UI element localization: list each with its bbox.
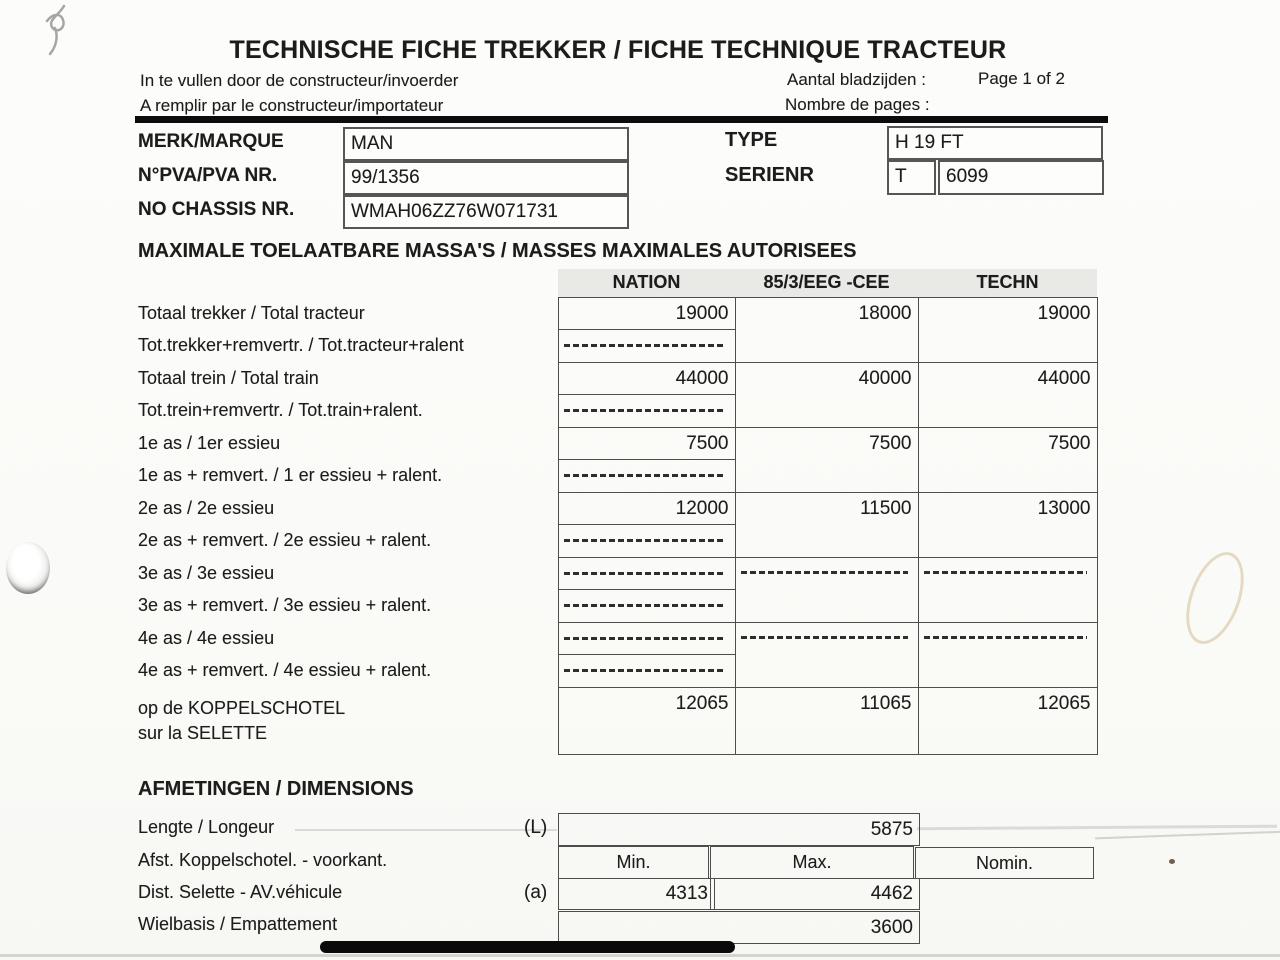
nomin-header-cell: Nomin. (915, 847, 1094, 879)
dashed-placeholder-line (741, 571, 908, 574)
table-row (138, 687, 1097, 754)
mass-cell: 12065 (918, 687, 1097, 754)
pen-mark (18, 0, 98, 64)
row-label: 2e as / 2e essieu (138, 497, 275, 518)
field-value-pva: 99/1356 (343, 161, 629, 195)
column-header-eeg: 85/3/EEG -CEE (735, 269, 918, 297)
field-label-pva: N°PVA/PVA NR. (138, 165, 278, 186)
mass-cell: 12000 (558, 492, 735, 524)
fifth-wheel-label: Afst. Koppelschotel. - voorkant. (138, 850, 388, 870)
min-header-cell: Min. (558, 846, 709, 879)
dashed-placeholder-line (564, 409, 725, 412)
mass-cell (558, 459, 735, 492)
mass-cell: 13000 (918, 492, 1097, 557)
mass-cell (918, 622, 1097, 687)
wheelbase-label: Wielbasis / Empattement (138, 914, 338, 934)
bottom-cutoff-band (0, 954, 1280, 957)
dashed-placeholder-line (564, 344, 725, 347)
mass-cell (558, 622, 735, 654)
mass-cell: 18000 (735, 297, 918, 362)
stain-ring (1175, 544, 1255, 651)
field-label-serienr: SERIENR (725, 164, 814, 186)
distance-label: Dist. Selette - AV.véhicule (138, 882, 343, 902)
row-label: 2e as + remvert. / 2e essieu + ralent. (138, 530, 432, 550)
mass-cell (558, 557, 735, 589)
punch-hole (6, 542, 50, 594)
row-label (138, 687, 558, 754)
mass-cell (558, 329, 735, 362)
field-value-serial-number: 6099 (938, 160, 1104, 195)
table-row (138, 492, 1097, 524)
redaction-bar (320, 941, 735, 953)
subtitle-nl: In te vullen door de constructeur/invoerder (140, 71, 459, 90)
column-header-techn: TECHN (918, 269, 1097, 297)
page-indicator: Page 1 of 2 (978, 69, 1065, 88)
dashed-placeholder-line (924, 571, 1087, 574)
max-header-cell: Max. (710, 846, 914, 879)
subtitle-fr: A remplir par le constructeur/importateur (140, 96, 444, 115)
row-label: Tot.trekker+remvertr. / Tot.tracteur+ralent (138, 335, 464, 355)
dashed-placeholder-line (924, 636, 1087, 639)
distance-max-cell: 4462 (710, 878, 920, 910)
field-label-chassis: NO CHASSIS NR. (138, 199, 295, 220)
dashed-placeholder-line (564, 669, 725, 672)
distance-code: (a) (524, 882, 548, 903)
field-label-merk: MERK/MARQUE (138, 131, 284, 152)
mass-cell (918, 557, 1097, 622)
row-label: Totaal trein / Total train (138, 367, 319, 388)
dashed-placeholder-line (564, 539, 725, 542)
field-value-serial-prefix: T (887, 160, 936, 195)
dashed-placeholder-line (564, 637, 725, 640)
table-row (138, 362, 1097, 394)
mass-cell (735, 622, 918, 687)
mass-cell: 19000 (558, 297, 735, 329)
row-label: 4e as + remvert. / 4e essieu + ralent. (138, 660, 432, 680)
row-label-line1: op de KOPPELSCHOTEL (138, 697, 346, 718)
row-label-line2: sur la SELETTE (138, 722, 268, 743)
field-value-chassis: WMAH06ZZ76W071731 (343, 195, 629, 229)
dashed-placeholder-line (564, 604, 725, 607)
mass-cell (558, 654, 735, 687)
mass-cell: 40000 (735, 362, 918, 427)
field-value-merk: MAN (343, 127, 629, 161)
crease-line (1095, 831, 1280, 840)
mass-cell (558, 589, 735, 622)
mass-cell: 44000 (918, 362, 1097, 427)
length-label: Lengte / Longeur (138, 817, 275, 837)
mass-cell: 44000 (558, 362, 735, 394)
table-row (138, 297, 1097, 329)
length-value-box: 5875 (558, 813, 920, 846)
dimensions-heading: AFMETINGEN / DIMENSIONS (138, 778, 414, 800)
mass-header-spacer (138, 269, 558, 297)
row-label: Totaal trekker / Total tracteur (138, 302, 365, 323)
length-code: (L) (524, 817, 548, 838)
scan-streak-left (295, 829, 557, 831)
row-label: Tot.trein+remvertr. / Tot.train+ralent. (138, 400, 423, 420)
row-label: 3e as + remvert. / 3e essieu + ralent. (138, 595, 432, 615)
table-row (138, 622, 1097, 654)
mass-cell: 7500 (558, 427, 735, 459)
mass-section-heading: MAXIMALE TOELAATBARE MASSA'S / MASSES MAXIMALES AUTORISEES (138, 240, 857, 262)
table-row (138, 557, 1097, 589)
pages-label-fr: Nombre de pages : (785, 95, 930, 114)
field-label-type: TYPE (725, 129, 778, 151)
header-divider-rule (135, 116, 1108, 123)
mass-cell: 19000 (918, 297, 1097, 362)
pages-label-nl: Aantal bladzijden : (787, 70, 926, 89)
mass-cell: 11500 (735, 492, 918, 557)
dashed-placeholder-line (741, 636, 908, 639)
field-value-type: H 19 FT (887, 126, 1103, 160)
ink-speck (1169, 859, 1175, 864)
row-label: 3e as / 3e essieu (138, 562, 275, 583)
dashed-placeholder-line (564, 474, 725, 477)
mass-table (138, 269, 1098, 755)
mass-cell: 7500 (918, 427, 1097, 492)
mass-cell: 7500 (735, 427, 918, 492)
mass-cell (558, 394, 735, 427)
mass-cell: 11065 (735, 687, 918, 754)
mass-cell: 12065 (558, 687, 735, 754)
dashed-placeholder-line (564, 572, 725, 575)
scan-streak-right (917, 825, 1277, 831)
distance-min-cell: 4313 (558, 878, 715, 910)
column-header-nation: NATION (558, 269, 735, 297)
table-row (138, 427, 1097, 459)
wheelbase-value-cell: 3600 (558, 911, 920, 944)
mass-cell (558, 524, 735, 557)
row-label: 1e as + remvert. / 1 er essieu + ralent. (138, 465, 443, 485)
mass-cell (735, 557, 918, 622)
row-label: 4e as / 4e essieu (138, 627, 275, 648)
page-title: TECHNISCHE FICHE TREKKER / FICHE TECHNIQUE TRACTEUR (229, 36, 1007, 64)
row-label: 1e as / 1er essieu (138, 432, 281, 453)
mass-table-header-row (138, 269, 1097, 297)
